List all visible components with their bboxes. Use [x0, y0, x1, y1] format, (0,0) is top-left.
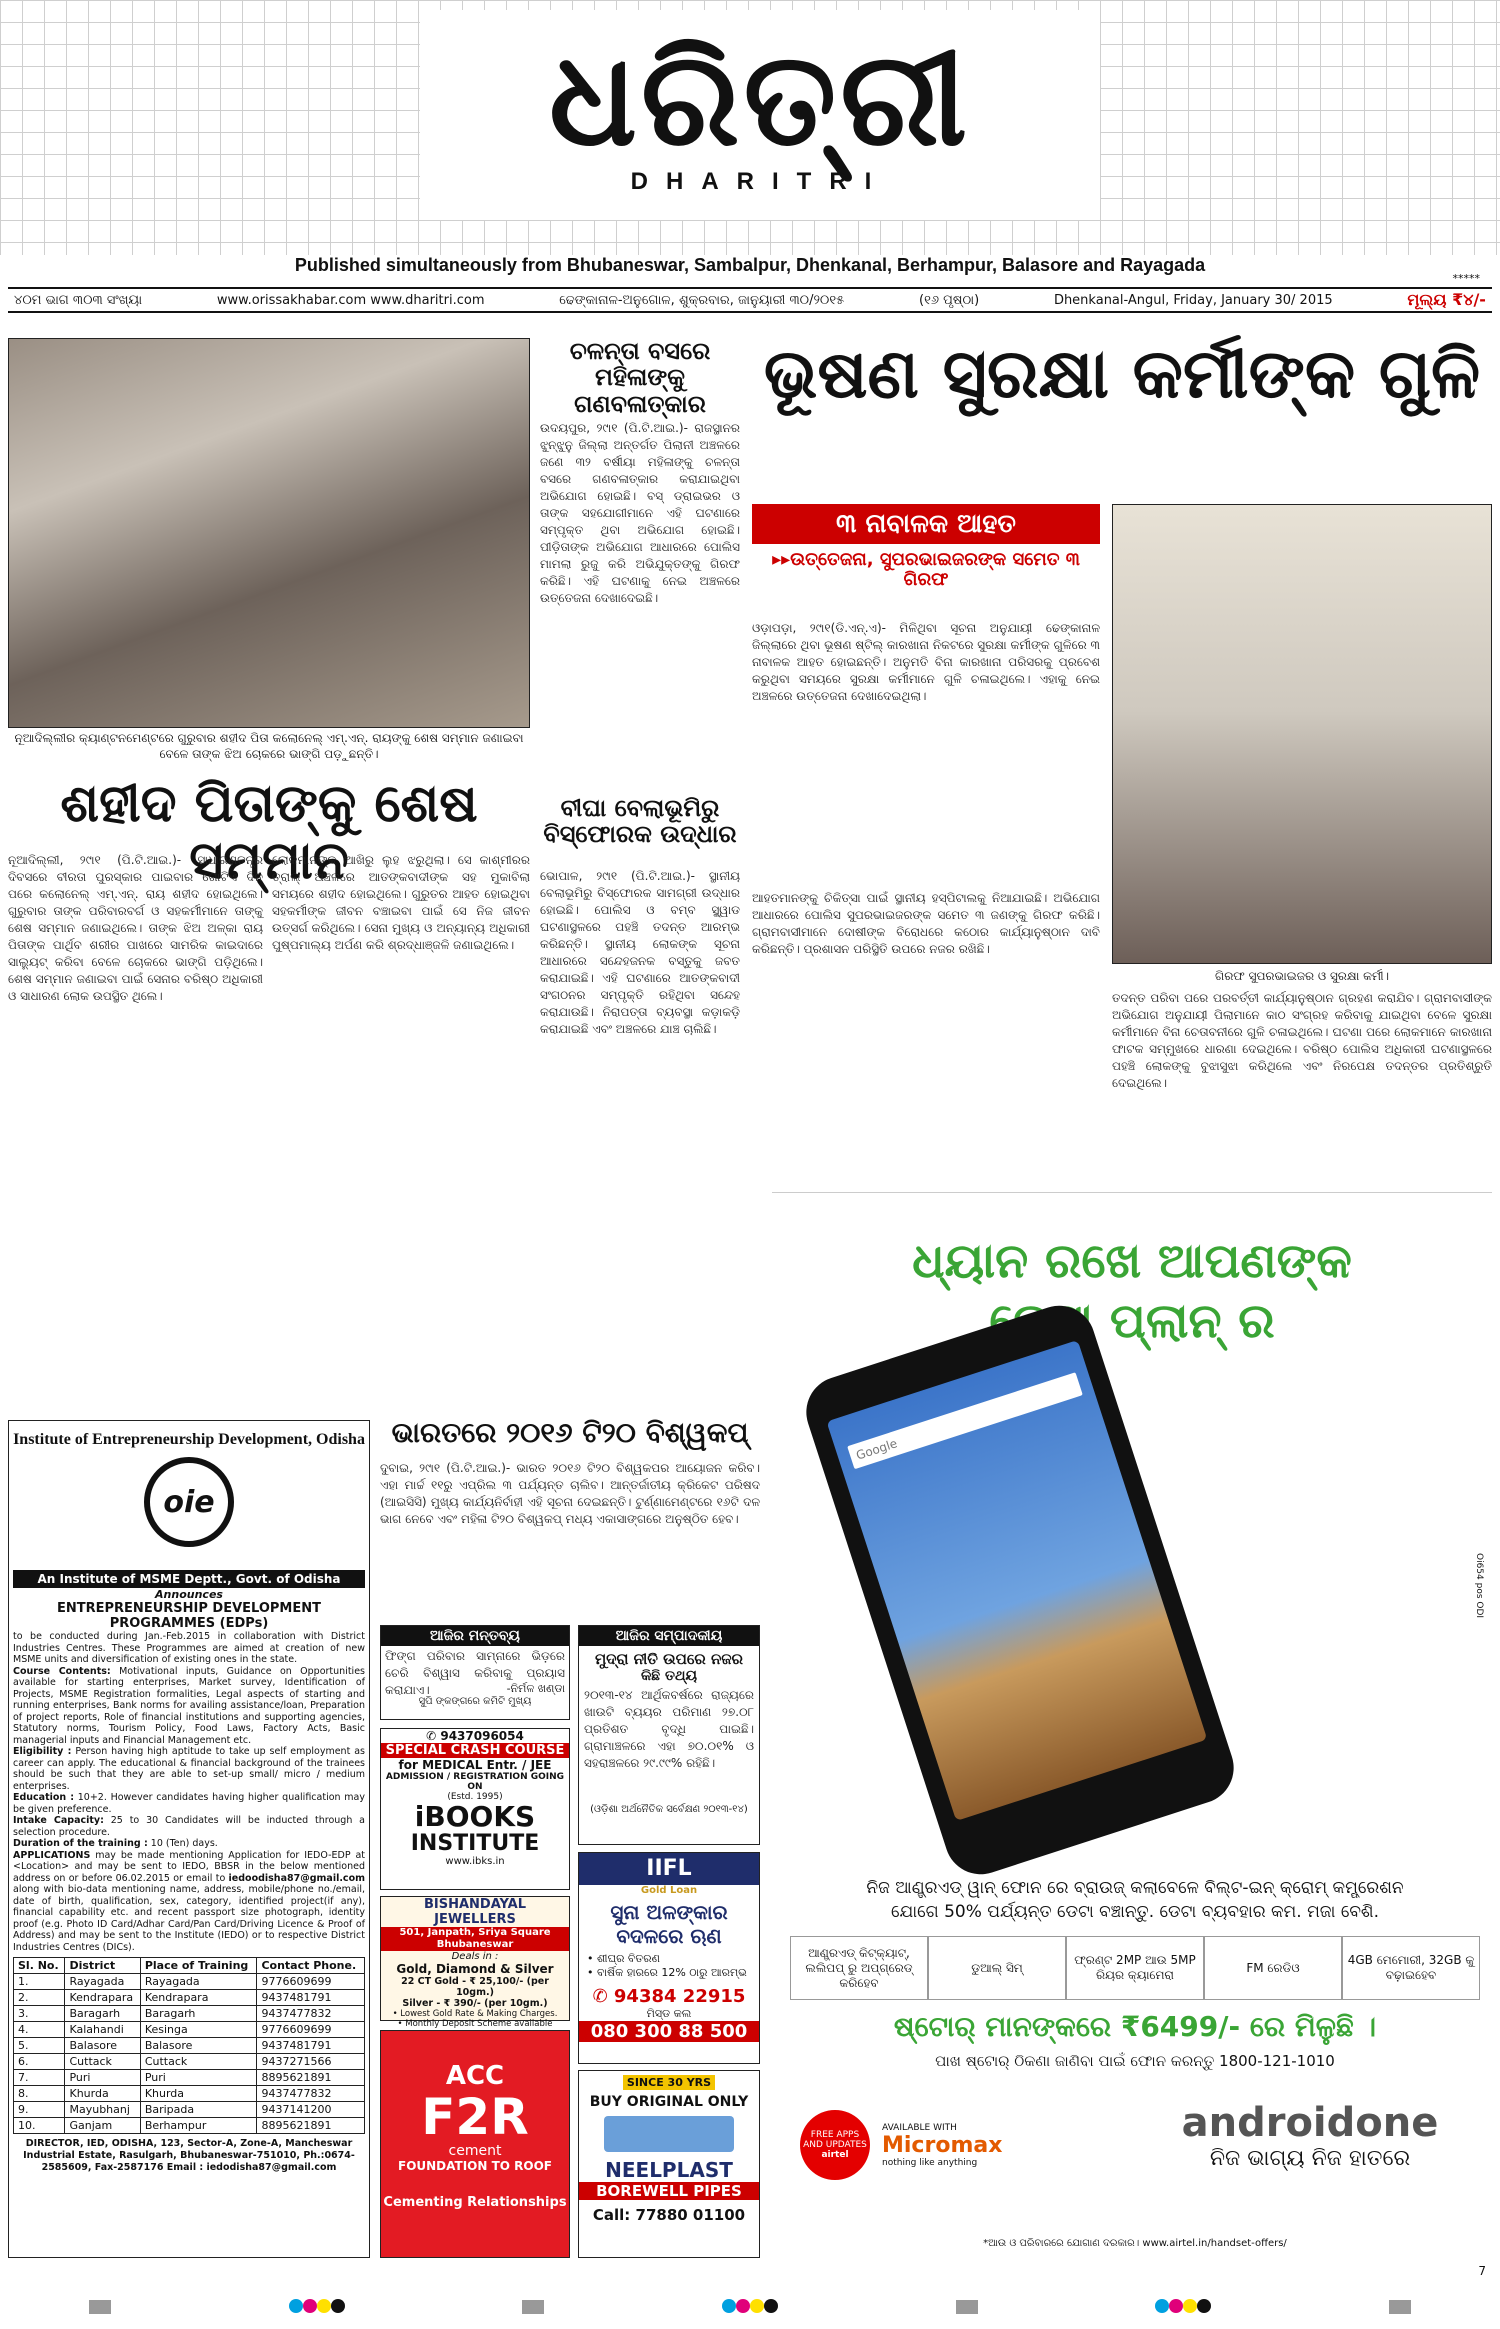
martyr-photo-caption: ନୂଆଦିଲ୍ଲୀର କ୍ୟାଣ୍ଟନମେଣ୍ଟରେ ଗୁରୁବାର ଶହୀଦ ପିତା କଲୋନେଲ୍ ଏମ୍.ଏନ୍. ରାୟଙ୍କୁ ଶେଷ ସମ୍ମାନ ଜଣାଇବା ବେଳେ ତାଙ୍କ ଝିଅ ଚୋକରେ ଭାଙ୍ଗି ପଡ଼ୁଛନ୍ତି। [14, 731, 524, 761]
table-cell: 9776609699 [257, 2022, 365, 2038]
neelplast-brand: NEELPLAST [605, 2158, 733, 2182]
ied-duration-text: 10 (Ten) days. [150, 1838, 218, 1849]
ibooks-crash: SPECIAL CRASH COURSE [381, 1743, 569, 1758]
bishandayal-b1: • Lowest Gold Rate & Making Charges. [392, 2009, 558, 2019]
ied-apply-text: may be made mentioning Application for IEDO-EDP at <Location> and may be sent to IEDO, BBSR in the below mentioned address on or before 06.02.2015 or email to [13, 1849, 365, 1884]
micromax-tag: nothing like anything [882, 2157, 978, 2168]
published-line: Published simultaneously from Bhubaneswar, Sambalpur, Dhenkanal, Berhampur, Balasore and Rayagada [294, 255, 1206, 275]
aji-mantavya-author: -ନିର୍ମଳ ଖଣ୍ଡା [506, 1682, 565, 1695]
android-price-line: ଷ୍ଟୋର୍ ମାନଙ୍କରେ ₹6499/- ରେ ମିଳୁଛି । [893, 2010, 1377, 2043]
ibooks-web[interactable]: www.ibks.in [445, 1856, 505, 1867]
neelplast-product: BOREWELL PIPES [579, 2182, 759, 2200]
acc-cement: cement [448, 2143, 502, 2159]
ied-apply-label: APPLICATIONS [13, 1849, 91, 1861]
bomb-body: ଭୋପାଳ, ୨୯ା୧ (ପି.ଟି.ଆଇ.)- ସ୍ଥାନୀୟ ବେଲାଭୂମିରୁ ବିସ୍ଫୋରକ ସାମଗ୍ରୀ ଉଦ୍ଧାର ହୋଇଛି। ପୋଲିସ ଓ ବମ୍ବ ସ୍କ୍ୱାଡ ଘଟଣାସ୍ଥଳରେ ପହଞ୍ଚି ତଦନ୍ତ ଆରମ୍ଭ କରିଛନ୍ତି। ସ୍ଥାନୀୟ ଲୋକଙ୍କ ସୂଚନା ଆଧାରରେ ସନ୍ଦେହଜନକ ବସ୍ତୁକୁ ଜବତ କରାଯାଇଛି। ଏହି ଘଟଣାରେ ଆତଙ୍କବାଦୀ ସଂଗଠନର ସମ୍ପୃକ୍ତି ରହିଥିବା ସନ୍ଦେହ କରାଯାଉଛି। ନିରାପତ୍ତା ବ୍ୟବସ୍ଥା କଡ଼ାକଡ଼ି କରାଯାଇଛି ଏବଂ ଅଞ୍ଚଳରେ ଯାଞ୍ଚ ଚାଲିଛି। [540, 869, 740, 1036]
ibooks-ad [380, 1728, 570, 1890]
table-cell: 6. [14, 2054, 65, 2070]
table-row [14, 2086, 365, 2102]
aji-sampadakiya-header: ଆଜିର ସମ୍ପାଦକୀୟ [579, 1626, 759, 1646]
ied-course-text: Motivational inputs, Guidance on Opportunities available for starting enterprises, Market survey, Identification of Projects, MSME Registration formalities, Legal aspects of starting and running enterprises, Bank norms for availing assistance/loan, Preparation of project reports, Role of financial institutions and supporting agencies, Statutory norms, Tourism Policy, Food Laws, Factory Acts, Basic managerial inputs and Financial Management etc. [13, 1665, 365, 1746]
table-row [14, 2102, 365, 2118]
ied-table-header-cell: Sl. No. [14, 1958, 65, 1974]
acc-brand: ACC [445, 2061, 505, 2091]
table-cell: 9. [14, 2102, 65, 2118]
aji-mantavya-box [380, 1625, 570, 1720]
bishandayal-deals: Deals in : [451, 1951, 499, 1962]
iifl-b1: • ଶୀଘ୍ର ବିତରଣ [587, 1952, 660, 1965]
table-cell: Khurda [65, 2086, 140, 2102]
android-title-1: ଧ୍ୟାନ ରଖେ ଆପଣଙ୍କ [912, 1233, 1352, 1289]
micromax-name: Micromax [882, 2132, 1003, 2158]
table-cell: 1. [14, 1974, 65, 1990]
android-features [790, 1936, 1480, 2000]
grey-swatch-1 [89, 2300, 111, 2314]
table-cell: 8895621891 [257, 2070, 365, 2086]
airtel-logo [800, 2110, 870, 2180]
ied-intro: to be conducted during Jan.-Feb.2015 in collaboration with District Industries Centres. These Programmes are aimed at creation of new MSME units and diversification of existing ones in the state. [13, 1631, 365, 1665]
ibooks-institute: INSTITUTE [410, 1831, 540, 1856]
micromax-available: AVAILABLE WITH [882, 2122, 957, 2133]
t20-headline: ଭାରତରେ ୨୦୧୬ ଟି୨୦ ବିଶ୍ୱକପ୍ [391, 1416, 749, 1449]
martyr-body-col2: ଲୋକମାନଙ୍କ ଆଖିରୁ ଲୁହ ଝରୁଥିଲା। ସେ କାଶ୍ମୀରର ତ୍ରାଲ୍ ଅଞ୍ଚଳରେ ଆତଙ୍କବାଦୀଙ୍କ ସହ ମୁକାବିଲା ସମୟରେ ଶହୀଦ ହୋଇଥିଲେ। ଗୁରୁତର ଆହତ ହୋଇଥିବା ସହକର୍ମୀଙ୍କ ଜୀବନ ବଞ୍ଚାଇବା ପାଇଁ ସେ ନିଜ ଜୀବନ ଉତ୍ସର୍ଗ କରିଥିଲେ। ସେନା ମୁଖ୍ୟ ଓ ଅନ୍ୟାନ୍ୟ ଅଧିକାରୀ ପୁଷ୍ପମାଲ୍ୟ ଅର୍ପଣ କରି ଶ୍ରଦ୍ଧାଞ୍ଜଳି ଜଣାଇଥିଲେ। [272, 853, 530, 952]
table-cell: Kendrapara [140, 1990, 257, 2006]
table-cell: Puri [65, 2070, 140, 2086]
ied-edu-text: 10+2. However candidates having higher qualification may be given preference. [13, 1792, 365, 1815]
bhushan-subhead: ୩ ନାବାଳକ ଆହତ [752, 504, 1100, 544]
table-cell: Cuttack [140, 2054, 257, 2070]
masthead-title-native: ଧରିତ୍ରୀ [548, 22, 972, 175]
iifl-headline: ସୁନା ଅଳଙ୍କାର ବଦଳରେ ଋଣ [610, 1900, 728, 1948]
iifl-brand: IIFL [579, 1853, 759, 1885]
bishandayal-gold-price: 22 CT Gold - ₹ 25,100/- (per 10gm.) [401, 1976, 549, 1998]
ied-table-body [14, 1974, 365, 2134]
ied-elig-text: Person having high aptitude to take up self employment as career can apply. The educational & financial background of the trainees should be such that they are able to set-up small/ micro / medium enterprises. [13, 1746, 366, 1792]
table-cell: Ganjam [65, 2118, 140, 2134]
table-row [14, 1974, 365, 1990]
cmyk-swatch-3 [1155, 2298, 1211, 2317]
page-count: (୧୬ ପୃଷ୍ଠା) [919, 292, 980, 308]
bhushan-subline: ▸▸ଉତ୍ତେଜନା, ସୁପରଭାଇଜରଙ୍କ ସମେତ ୩ ଗିରଫ [772, 549, 1080, 590]
table-cell: Rayagada [140, 1974, 257, 1990]
ied-institute-line: An Institute of MSME Deptt., Govt. of Odisha [13, 1570, 365, 1588]
bhushan-photo [1112, 504, 1492, 964]
table-cell: 8895621891 [257, 2118, 365, 2134]
aji-sampadakiya-box [578, 1625, 760, 1845]
table-row [14, 1990, 365, 2006]
bhushan-body-col1: ଓଡ଼ାପଡ଼ା, ୨୯ା୧(ଡି.ଏନ୍.ଏ)- ମିଳିଥିବା ସୂଚନା ଅନୁଯାୟୀ ଢେଙ୍କାନାଳ ଜିଲ୍ଲାରେ ଥିବା ଭୂଷଣ ଷ୍ଟିଲ୍ କାରଖାନା ନିକଟରେ ସୁରକ୍ଷା କର୍ମୀଙ୍କ ଗୁଳିରେ ୩ ନାବାଳକ ଆହତ ହୋଇଛନ୍ତି। ଅନୁମତି ବିନା କାରଖାନା ପରିସରକୁ ପ୍ରବେଶ କରୁଥିବା ସମୟରେ ସୁରକ୍ଷା କର୍ମୀମାନେ ଗୁଳି ଚଳାଇଥିଲେ। ଏହାକୁ ନେଇ ଅଞ୍ଚଳରେ ଉତ୍ତେଜନା ଦେଖାଦେଇଥିଲା। [752, 621, 1100, 703]
table-cell: Baripada [140, 2102, 257, 2118]
android-side-code: Oi654 pos ODI [1474, 1553, 1484, 1619]
android-feature: ଆଣ୍ଡ୍ରଏଡ୍ କିଟ୍‌କ୍ୟାଟ୍, ଲଲିପପ୍ ରୁ ଅପ୍‌ଗ୍ରେଡ୍ କରିହେବ [790, 1936, 928, 2000]
android-feature: ଡୁଆଲ୍ ସିମ୍ [928, 1936, 1066, 2000]
airtel-name: airtel [821, 2150, 849, 2160]
table-row [14, 2054, 365, 2070]
ied-table-header-cell: Contact Phone. [257, 1958, 365, 1974]
table-cell: Mayubhanj [65, 2102, 140, 2118]
table-row [14, 2006, 365, 2022]
ied-arc-title: Institute of Entrepreneurship Development, Odisha [13, 1431, 365, 1448]
aji-sampadakiya-title: ମୁଦ୍ରା ନୀତି ଉପରେ ନଜର [594, 1650, 744, 1668]
issue-number: ୪୦ମ ଭାଗ ୩୦୩ ସଂଖ୍ୟା [14, 292, 143, 308]
table-cell: Baragarh [140, 2006, 257, 2022]
table-row [14, 2070, 365, 2086]
iifl-missed: ମିସ୍ଡ କଲ [646, 2007, 692, 2020]
ied-text [13, 1631, 365, 1953]
bishandayal-address: 501, Janpath, Sriya Square Bhubaneswar [381, 1927, 569, 1951]
neelplast-pipe-icon [604, 2116, 734, 2152]
ied-program: ENTREPRENEURSHIP DEVELOPMENT PROGRAMMES (EDPs) [57, 1601, 321, 1631]
acc-slogan: Cementing Relationships [383, 2195, 567, 2210]
table-cell: Kesinga [140, 2022, 257, 2038]
masthead-logo [420, 10, 1100, 220]
micromax-logo [882, 2123, 1002, 2168]
bishandayal-b2: • Monthly Deposit Scheme available [397, 2019, 553, 2029]
table-row [14, 2118, 365, 2134]
ibooks-for: for MEDICAL Entr. / JEE [398, 1758, 552, 1772]
price: ମୂଲ୍ୟ ₹୪/- [1407, 290, 1486, 309]
aji-mantavya-header: ଆଜିର ମନ୍ତବ୍ୟ [381, 1626, 569, 1646]
androidone-brand-block [1140, 2100, 1480, 2171]
bomb-headline: ବୀଘା ବେଲାଭୂମିରୁ ବିସ୍ଫୋରକ ଉଦ୍ଧାର [543, 794, 737, 849]
android-partner-logos [800, 2100, 1060, 2190]
android-fine-print: *ଆଉ ଓ ପରିବାରରେ ଯୋଗାଣ ଦରକାର। www.airtel.in/handset-offers/ [983, 2238, 1287, 2249]
android-body-1: ନିଜ ଆଣ୍ଡ୍ରଏଡ୍ ୱାନ୍ ଫୋନ ରେ ବ୍ରାଉଜ୍ କଲାବେଳେ ବିଲ୍ଟ-ଇନ୍ କ୍ରୋମ୍ କମ୍ପ୍ରେଶନ [866, 1878, 1404, 1898]
table-cell: 9437477832 [257, 2086, 365, 2102]
t20-body: ଦୁବାଇ, ୨୯ା୧ (ପି.ଟି.ଆଇ.)- ଭାରତ ୨୦୧୬ ଟି୨୦ ବିଶ୍ୱକପର ଆୟୋଜନ କରିବ। ଏହା ମାର୍ଚ୍ଚ ୧୧ରୁ ଏପ୍ରିଲ ୩ ପର୍ଯ୍ୟନ୍ତ ଚାଲିବ। ଆନ୍ତର୍ଜାତୀୟ କ୍ରିକେଟ ପରିଷଦ (ଆଇସିସି) ମୁଖ୍ୟ କାର୍ଯ୍ୟନିର୍ବାହୀ ଏହି ସୂଚନା ଦେଇଛନ୍ତି। ଟୁର୍ଣ୍ଣାମେଣ୍ଟରେ ୧୬ଟି ଦଳ ଭାଗ ନେବେ ଏବଂ ମହିଳା ଟି୨୦ ବିଶ୍ୱକପ୍ ମଧ୍ୟ ଏକାସାଙ୍ଗରେ ଅନୁଷ୍ଠିତ ହେବ। [380, 1461, 760, 1526]
ied-announces: Announces [155, 1588, 223, 1601]
ied-table [13, 1957, 365, 2134]
grey-swatch-2 [522, 2300, 544, 2314]
cmyk-swatch-2 [722, 2298, 778, 2317]
iifl-missed-no: 080 300 88 500 [579, 2021, 759, 2042]
table-row [14, 2022, 365, 2038]
table-cell: 10. [14, 2118, 65, 2134]
androidone-logo: androidone [1181, 2100, 1439, 2146]
ied-footer: DIRECTOR, IED, ODISHA, 123, Sector-A, Zone-A, Mancheswar Industrial Estate, Rasulgarh, Bhubaneswar-751010, Ph.:0674-2585609, Fax-2587176 Email : iedodisha87@gmail.com [23, 2138, 355, 2173]
android-feature: ଫ୍ରଣ୍ଟ 2MP ଆଉ 5MP ରିୟର କ୍ୟାମେରା [1066, 1936, 1204, 2000]
android-store-line: ପାଖ ଷ୍ଟୋର୍ ଠିକଣା ଜାଣିବା ପାଇଁ ଫୋନ କରନ୍ତୁ 1800-121-1010 [935, 2052, 1335, 2070]
iifl-b2: • ବାର୍ଷିକ ହାରରେ 12% ଠାରୁ ଆରମ୍ଭ [587, 1966, 747, 1979]
table-cell: Baragarh [65, 2006, 140, 2022]
acc-product: F2R [421, 2088, 529, 2146]
aji-mantavya-body: ଫିଙ୍ଗ ପରିବାର ସାମ୍ନାରେ ଭିଡ଼ରେ ଚେରି ବିଶ୍ୱାସ କରିବାକୁ ପ୍ରୟାସ କରାଯାଏ। [385, 1649, 565, 1697]
neelplast-buy: BUY ORIGINAL ONLY [589, 2094, 749, 2110]
table-cell: 7. [14, 2070, 65, 2086]
bishandayal-name: BISHANDAYAL JEWELLERS [423, 1897, 527, 1927]
table-cell: 5. [14, 2038, 65, 2054]
table-cell: 9437141200 [257, 2102, 365, 2118]
airtel-free-apps: FREE APPS AND UPDATES [803, 2130, 867, 2150]
ied-logo-icon: oie [144, 1457, 234, 1547]
bishandayal-gold: Gold, Diamond & Silver [396, 1962, 554, 1976]
ibooks-phone: ✆ 9437096054 [426, 1729, 524, 1743]
android-google-bar: Google [847, 1372, 1083, 1469]
aji-sampadakiya-footer: (ଓଡ଼ିଶା ଅର୍ଥନୈତିକ ସର୍ବେକ୍ଷଣ ୨୦୧୩-୧୪) [590, 1804, 748, 1815]
table-cell: Balasore [140, 2038, 257, 2054]
martyr-photo [8, 338, 530, 728]
table-cell: 8. [14, 2086, 65, 2102]
android-title-2: ଡେଟା ପ୍ଲାନ୍ ର [989, 1293, 1275, 1349]
table-cell: Berhampur [140, 2118, 257, 2134]
ied-email[interactable]: iedoodisha87@gmail.com [228, 1872, 365, 1884]
aji-mantavya-source: ସୁପି ଙ୍କଙ୍ଗରେ କମିଟି ମୁଖ୍ୟ [418, 1696, 532, 1707]
table-cell: 9776609699 [257, 1974, 365, 1990]
table-cell: 9437481791 [257, 2038, 365, 2054]
acc-ad [380, 2030, 570, 2258]
ied-intake-text: 25 to 30 Candidates will be inducted through a selection procedure. [13, 1815, 366, 1838]
aji-sampadakiya-body: ୨୦୧୩-୧୪ ଆର୍ଥିକବର୍ଷରେ ରାଜ୍ୟରେ ଖାଉଟି ବ୍ୟୟର ପରିମାଣ ୨୭.୦୮ ପ୍ରତିଶତ ବୃଦ୍ଧି ପାଇଛି। ଗ୍ରାମାଞ୍ଚଳରେ ଏହା ୭୦.୦୧% ଓ ସହରାଞ୍ଚଳରେ ୨୯.୯୯% ରହିଛି। [584, 1688, 754, 1770]
iifl-ad [578, 1852, 760, 2064]
iifl-sub: Gold Loan [640, 1885, 698, 1896]
table-cell: Khurda [140, 2086, 257, 2102]
neelplast-call: Call: 77880 01100 [592, 2206, 746, 2224]
table-cell: Cuttack [65, 2054, 140, 2070]
edition-native: ଢେଙ୍କାନାଳ-ଅନୁଗୋଳ, ଶୁକ୍ରବାର, ଜାନୁୟାରୀ ୩୦/୨୦୧୫ [559, 292, 845, 308]
androidone-tagline: ନିଜ ଭାଗ୍ୟ ନିଜ ହାତରେ [1209, 2146, 1411, 2171]
android-feature: 4GB ମେମୋରୀ, 32GB କୁ ବଢ଼ାଇହେବ [1342, 1936, 1480, 2000]
masthead-title-latin: DHARITRI [630, 168, 890, 195]
android-body-2: ଯୋଗେ 50% ପର୍ଯ୍ୟନ୍ତ ଡେଟା ବଞ୍ଚାନ୍ତୁ. ଡେଟା ବ୍ୟବହାର କମ. ମଜା ବେଶି. [890, 1902, 1379, 1922]
ied-logo-block [13, 1425, 365, 1570]
ied-duration-label: Duration of the training : [13, 1838, 148, 1849]
ied-ad [8, 1420, 370, 2258]
table-cell: Rayagada [65, 1974, 140, 1990]
ied-intake-label: Intake Capacity: [13, 1815, 104, 1826]
table-cell: Kendrapara [65, 1990, 140, 2006]
registration-marks [0, 2292, 1500, 2322]
ied-table-header-cell: District [65, 1958, 140, 1974]
martyr-headline: ଶହୀଦ ପିତାଙ୍କୁ ଶେଷ ସମ୍ମାନ [60, 774, 478, 892]
android-body [790, 1876, 1480, 1924]
iifl-phone: ✆ 94384 22915 [592, 1986, 746, 2007]
aji-sampadakiya-subtitle: କିଛି ତଥ୍ୟ [640, 1668, 698, 1684]
grey-swatch-3 [956, 2300, 978, 2314]
table-cell: 3. [14, 2006, 65, 2022]
ied-course-label: Course Contents: [13, 1665, 111, 1677]
dateline [8, 287, 1492, 313]
table-row [14, 2038, 365, 2054]
table-cell: Kalahandi [65, 2022, 140, 2038]
cmyk-swatch-1 [289, 2298, 345, 2317]
bhushan-body-col2: ଆହତମାନଙ୍କୁ ଚିକିତ୍ସା ପାଇଁ ସ୍ଥାନୀୟ ହସ୍ପିଟାଲକୁ ନିଆଯାଇଛି। ଅଭିଯୋଗ ଆଧାରରେ ପୋଲିସ ସୁପରଭାଇଜରଙ୍କ ସମେତ ୩ ଜଣଙ୍କୁ ଗିରଫ କରିଛି। ଗ୍ରାମବାସୀମାନେ ଦୋଷୀଙ୍କ ବିରୋଧରେ କଠୋର କାର୍ଯ୍ୟାନୁଷ୍ଠାନ ଦାବି କରିଛନ୍ତି। ପ୍ରଶାସନ ପରିସ୍ଥିତି ଉପରେ ନଜର ରଖିଛି। [752, 891, 1100, 956]
ied-table-header [14, 1958, 365, 1974]
table-cell: Puri [140, 2070, 257, 2086]
edition-stars: ***** [1452, 272, 1480, 285]
websites: www.orissakhabar.com www.dharitri.com [216, 292, 485, 308]
table-cell: 9437271566 [257, 2054, 365, 2070]
ied-table-header-cell: Place of Training [140, 1958, 257, 1974]
bus-body: ଉଦୟପୁର, ୨୯ା୧ (ପି.ଟି.ଆଇ.)- ରାଜସ୍ଥାନର ଝୁନ୍ଝୁନୁ ଜିଲ୍ଲା ଅନ୍ତର୍ଗତ ପିଲାନୀ ଅଞ୍ଚଳରେ ଜଣେ ୩୨ ବର୍ଷୀୟା ମହିଳାଙ୍କୁ ଚଳନ୍ତା ବସରେ ଗଣବଳାତ୍କାର କରାଯାଇଥିବା ଅଭିଯୋଗ ହୋଇଛି। ବସ୍ ଡ୍ରାଇଭର ଓ ତାଙ୍କ ସହଯୋଗୀମାନେ ଏହି ଘଟଣାରେ ସମ୍ପୃକ୍ତ ଥିବା ଅଭିଯୋଗ ହୋଇଛି। ପୀଡ଼ିତାଙ୍କ ଅଭିଯୋଗ ଆଧାରରେ ପୋଲିସ ମାମଲା ରୁଜୁ କରି ଅଭିଯୁକ୍ତଙ୍କୁ ଗିରଫ କରିଛି। ଏହି ଘଟଣାକୁ ନେଇ ଅଞ୍ଚଳରେ ଉତ୍ତେଜନା ଦେଖାଦେଇଛି। [540, 421, 740, 605]
neelplast-since: SINCE 30 YRS [623, 2075, 715, 2090]
bhushan-headline: ଭୂଷଣ ସୁରକ୍ଷା କର୍ମୀଙ୍କ ଗୁଳି [763, 335, 1481, 414]
bishandayal-silver-price: Silver - ₹ 390/- (per 10gm.) [402, 1998, 548, 2009]
table-cell: 9437477832 [257, 2006, 365, 2022]
grey-swatch-4 [1389, 2300, 1411, 2314]
ibooks-estd: (Estd. 1995) [447, 1792, 503, 1802]
bishandayal-ad [380, 1896, 570, 2029]
table-cell: 4. [14, 2022, 65, 2038]
android-feature: FM ରେଡିଓ [1204, 1936, 1342, 2000]
bhushan-photo-caption: ଗିରଫ ସୁପରଭାଇଜର ଓ ସୁରକ୍ଷା କର୍ମୀ। [1214, 969, 1390, 983]
ied-edu-label: Education : [13, 1792, 74, 1803]
ied-elig-label: Eligibility : [13, 1746, 72, 1757]
neelplast-ad [578, 2070, 760, 2258]
bus-headline: ଚଳନ୍ତା ବସରେ ମହିଳାଙ୍କୁ ଗଣବଳାତ୍କାର [569, 337, 711, 418]
ibooks-brand: iBOOKS [414, 1800, 536, 1833]
page-number: 7 [1478, 2264, 1486, 2278]
acc-tag: FOUNDATION TO ROOF [398, 2159, 552, 2173]
martyr-body-col1: ନୂଆଦିଲ୍ଲୀ, ୨୯ା୧ (ପି.ଟି.ଆଇ.)- ସାଧାରଣତନ୍ତ୍ର ଦିବସରେ ବୀରତା ପୁରସ୍କାର ପାଇବାର ଗୋଟିଏ ଦିନ ପରେ କଲୋନେଲ୍ ଏମ୍.ଏନ୍. ରାୟ ଶହୀଦ ହୋଇଥିଲେ। ଗୁରୁବାର ତାଙ୍କ ପରିବାରବର୍ଗ ଓ ସହକର୍ମୀମାନେ ତାଙ୍କୁ ଶେଷ ସମ୍ମାନ ଜଣାଇଥିଲେ। ତାଙ୍କ ଝିଅ ଅଳ୍କା ରାୟ ପିତାଙ୍କ ପାର୍ଥିବ ଶରୀର ପାଖରେ ସାମରିକ କାଇଦାରେ ସାଲ୍ୟୁଟ୍ କରିବା ବେଳେ ଚୋକରେ ଭାଙ୍ଗି ପଡ଼ିଥିଲେ। ଶେଷ ସମ୍ମାନ ଜଣାଇବା ପାଇଁ ସେନାର ବରିଷ୍ଠ ଅଧିକାରୀ ଓ ସାଧାରଣ ଲୋକ ଉପସ୍ଥିତ ଥିଲେ। [8, 853, 263, 1003]
table-cell: Balasore [65, 2038, 140, 2054]
ibooks-admission: ADMISSION / REGISTRATION GOING ON [385, 1772, 565, 1792]
edition-english: Dhenkanal-Angul, Friday, January 30/ 2015 [1053, 292, 1333, 308]
table-cell: 9437481791 [257, 1990, 365, 2006]
table-cell: 2. [14, 1990, 65, 2006]
ied-apply-text2: along with bio-data mentioning name, address, mobile/phone no./email, date of birth, qualification, sex, category, identified project(if any), financial capability etc. and recent passport size photograph, identity proof (e.g. Photo ID Card/Adhar Card/Pan Card/Driving Licence & Proof of Address) and may be sent to the Institute (IEDO) or to respective District Industries Centres (DICs). [13, 1884, 365, 1953]
bhushan-body-col3: ତଦନ୍ତ ପରିବା ପରେ ପରବର୍ତ୍ତୀ କାର୍ଯ୍ୟାନୁଷ୍ଠାନ ଗ୍ରହଣ କରାଯିବ। ଗ୍ରାମବାସୀଙ୍କ ଅଭିଯୋଗ ଅନୁଯାୟୀ ପିଲାମାନେ କାଠ ସଂଗ୍ରହ କରିବାକୁ ଯାଇଥିବା ବେଳେ ସୁରକ୍ଷା କର୍ମୀମାନେ ବିନା ଚେତାବନୀରେ ଗୁଳି ଚଳାଇଥିଲେ। ଘଟଣା ପରେ ଲୋକମାନେ କାରଖାନା ଫାଟକ ସମ୍ମୁଖରେ ଧାରଣା ଦେଇଥିଲେ। ବରିଷ୍ଠ ପୋଲିସ ଅଧିକାରୀ ଘଟଣାସ୍ଥଳରେ ପହଞ୍ଚି ଲୋକଙ୍କୁ ବୁଝାସୁଝା କରିଥିଲେ ଏବଂ ନିରପେକ୍ଷ ତଦନ୍ତର ପ୍ରତିଶ୍ରୁତି ଦେଇଥିଲେ। [1112, 991, 1492, 1090]
